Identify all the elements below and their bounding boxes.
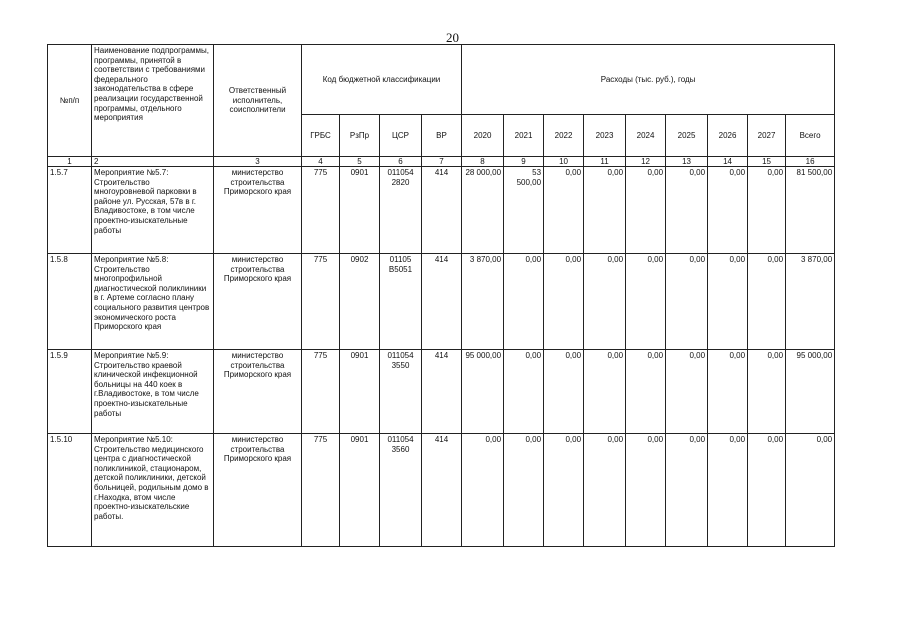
column-number: 2 (92, 157, 214, 167)
row-grbs: 775 (302, 350, 340, 434)
header-executor: Ответственный исполнитель, соисполнители (214, 45, 302, 157)
header-year-2027: 2027 (748, 115, 786, 157)
row-2024: 0,00 (626, 350, 666, 434)
row-2021: 0,00 (504, 434, 544, 547)
row-total: 81 500,00 (786, 167, 835, 254)
row-2021: 53 500,00 (504, 167, 544, 254)
column-number: 15 (748, 157, 786, 167)
row-2022: 0,00 (544, 254, 584, 350)
row-total: 95 000,00 (786, 350, 835, 434)
row-executor: министерство строительства Приморского края (214, 434, 302, 547)
row-executor: министерство строительства Приморского края (214, 254, 302, 350)
table-row (48, 254, 835, 350)
table-row (48, 350, 835, 434)
row-vr: 414 (422, 350, 462, 434)
row-num: 1.5.8 (48, 254, 92, 350)
column-number: 16 (786, 157, 835, 167)
row-2026: 0,00 (708, 434, 748, 547)
row-2023: 0,00 (584, 350, 626, 434)
header-year-2022: 2022 (544, 115, 584, 157)
row-2020: 3 870,00 (462, 254, 504, 350)
header-year-2023: 2023 (584, 115, 626, 157)
row-2024: 0,00 (626, 254, 666, 350)
header-rzpr: РзПр (340, 115, 380, 157)
header-expenses: Расходы (тыс. руб.), годы (462, 45, 835, 115)
row-vr: 414 (422, 254, 462, 350)
row-rzpr: 0901 (340, 167, 380, 254)
column-number: 9 (504, 157, 544, 167)
column-number: 10 (544, 157, 584, 167)
row-name: Мероприятие №5.10: Строительство медицинского центра с диагностической поликлиникой, стационаром, детской поликлиники, детской больницей, родильным домо в г.Находка, втом числе проектно-изыскательские работы. (92, 434, 214, 547)
table-row (48, 167, 835, 254)
row-2027: 0,00 (748, 434, 786, 547)
header-year-2020: 2020 (462, 115, 504, 157)
row-2024: 0,00 (626, 167, 666, 254)
column-number: 6 (380, 157, 422, 167)
row-2027: 0,00 (748, 254, 786, 350)
row-2022: 0,00 (544, 434, 584, 547)
row-executor: министерство строительства Приморского края (214, 167, 302, 254)
column-number: 1 (48, 157, 92, 167)
row-csr: 011054 3550 (380, 350, 422, 434)
row-2022: 0,00 (544, 350, 584, 434)
row-grbs: 775 (302, 434, 340, 547)
row-rzpr: 0901 (340, 434, 380, 547)
row-2021: 0,00 (504, 350, 544, 434)
row-2027: 0,00 (748, 350, 786, 434)
header-year-2021: 2021 (504, 115, 544, 157)
row-2021: 0,00 (504, 254, 544, 350)
column-number: 12 (626, 157, 666, 167)
row-2027: 0,00 (748, 167, 786, 254)
header-csr: ЦСР (380, 115, 422, 157)
column-number: 13 (666, 157, 708, 167)
row-2025: 0,00 (666, 350, 708, 434)
row-2026: 0,00 (708, 350, 748, 434)
column-number: 11 (584, 157, 626, 167)
header-year-2024: 2024 (626, 115, 666, 157)
header-vr: ВР (422, 115, 462, 157)
row-name: Мероприятие №5.7: Строительство многоуровневой парковки в районе ул. Русская, 57в в г. Владивостоке, в том числе проектно-изыскательные работы (92, 167, 214, 254)
row-num: 1.5.9 (48, 350, 92, 434)
column-number: 4 (302, 157, 340, 167)
row-num: 1.5.10 (48, 434, 92, 547)
column-number: 7 (422, 157, 462, 167)
row-2025: 0,00 (666, 167, 708, 254)
row-num: 1.5.7 (48, 167, 92, 254)
header-total: Всего (786, 115, 835, 157)
row-2020: 95 000,00 (462, 350, 504, 434)
row-name: Мероприятие №5.8: Строительство многопрофильной диагностической поликлиники в г. Артеме согласно плану социального развития центров экономического роста Приморского края (92, 254, 214, 350)
row-2020: 0,00 (462, 434, 504, 547)
header-budget-code: Код бюджетной классификации (302, 45, 462, 115)
row-vr: 414 (422, 167, 462, 254)
row-2025: 0,00 (666, 434, 708, 547)
column-number: 8 (462, 157, 504, 167)
row-csr: 011054 2820 (380, 167, 422, 254)
row-grbs: 775 (302, 254, 340, 350)
row-2023: 0,00 (584, 167, 626, 254)
header-year-2026: 2026 (708, 115, 748, 157)
row-rzpr: 0901 (340, 350, 380, 434)
row-2023: 0,00 (584, 254, 626, 350)
row-2023: 0,00 (584, 434, 626, 547)
page-number: 20 (446, 30, 459, 45)
row-grbs: 775 (302, 167, 340, 254)
column-number: 5 (340, 157, 380, 167)
row-2026: 0,00 (708, 254, 748, 350)
column-number: 3 (214, 157, 302, 167)
header-grbs: ГРБС (302, 115, 340, 157)
row-2024: 0,00 (626, 434, 666, 547)
row-name: Мероприятие №5.9: Строительство краевой клинической инфекционной больницы на 440 коек в г.Владивостоке, в том числе проектно-изыскательные работы (92, 350, 214, 434)
row-2022: 0,00 (544, 167, 584, 254)
row-executor: министерство строительства Приморского края (214, 350, 302, 434)
column-number-row (48, 157, 835, 167)
row-csr: 01105 В5051 (380, 254, 422, 350)
budget-table (47, 44, 835, 547)
row-2026: 0,00 (708, 167, 748, 254)
header-name: Наименование подпрограммы, программы, принятой в соответствии с требованиями федерального законодательства в сфере реализации государственной программы, отдельного мероприятия (92, 45, 214, 157)
row-rzpr: 0902 (340, 254, 380, 350)
column-number: 14 (708, 157, 748, 167)
row-total: 0,00 (786, 434, 835, 547)
row-2025: 0,00 (666, 254, 708, 350)
row-vr: 414 (422, 434, 462, 547)
row-total: 3 870,00 (786, 254, 835, 350)
table-row (48, 434, 835, 547)
row-2020: 28 000,00 (462, 167, 504, 254)
header-num: №п/п (48, 45, 92, 157)
header-year-2025: 2025 (666, 115, 708, 157)
row-csr: 011054 3560 (380, 434, 422, 547)
